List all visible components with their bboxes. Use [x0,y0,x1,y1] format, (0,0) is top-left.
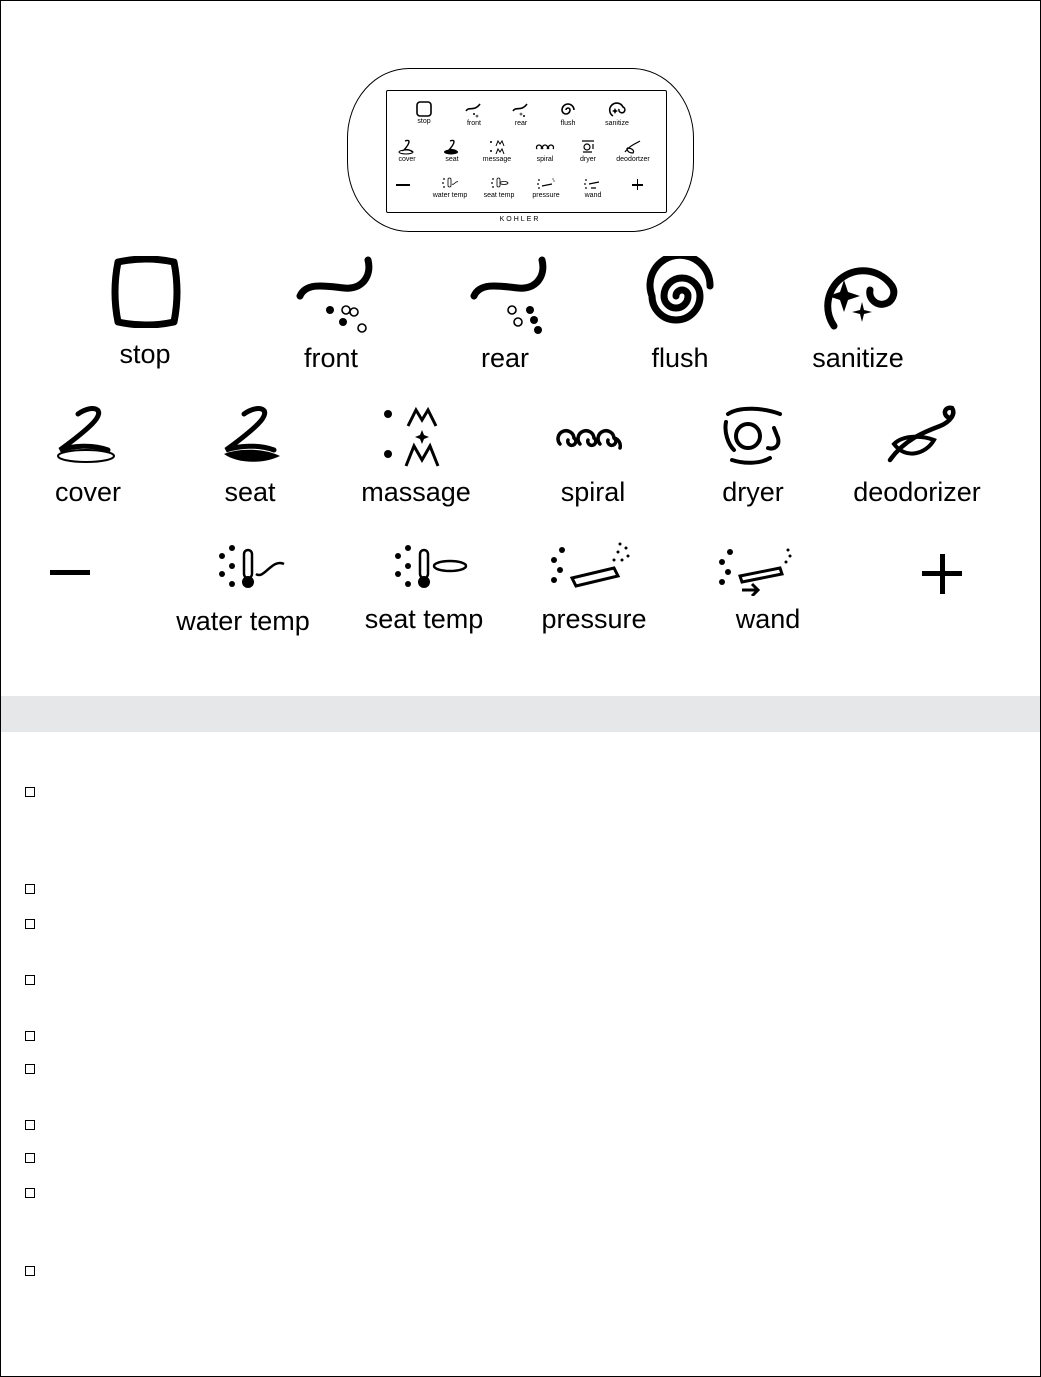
pressure-large-icon [548,540,634,592]
pressure-label: pressure [541,604,647,634]
seat-temp-label: seat temp [364,604,484,634]
remote-wand-button[interactable] [563,176,623,200]
massage-large-icon [380,404,452,468]
remote-dryer-label: dryer [580,156,596,163]
remote-water-temp-label: water temp [432,192,468,199]
remote-cover-label: cover [398,156,416,163]
remote-flush-label: flush [560,120,576,127]
dryer-label: dryer [722,477,784,507]
plus-large-icon-vertical [940,554,945,594]
remote-seat-temp-label: seat temp [483,192,515,199]
massage-icon [487,138,507,156]
remote-seat-label: seat [445,156,459,163]
checklist-checkbox[interactable] [25,1266,35,1276]
checklist-checkbox[interactable] [25,919,35,929]
remote-plus-vertical [637,179,639,190]
remote-wand-label: wand [584,192,602,199]
spiral-label: spiral [560,477,626,507]
spiral-icon [535,138,555,156]
front-label: front [303,343,359,373]
remote-minus-button[interactable] [396,184,410,186]
sanitize-large-icon [816,254,900,334]
remote-stop-label: stop [417,118,431,125]
massage-label: massage [361,477,471,507]
section-header-band [1,696,1040,732]
checklist-checkbox[interactable] [25,1031,35,1041]
water-temp-icon [440,176,460,192]
remote-sanitize-label: sanitize [605,120,629,127]
deodorizer-large-icon [884,404,960,468]
seat-large-icon [218,404,290,466]
wand-icon [583,176,603,192]
deodorizer-label: deodorizer [853,477,981,507]
front-icon [464,102,484,120]
stop-large-icon [106,256,186,328]
flush-icon [558,100,578,120]
seat-temp-icon [489,176,509,192]
remote-pressure-label: pressure [532,192,560,199]
cover-large-icon [52,404,124,466]
checklist-checkbox[interactable] [25,1064,35,1074]
remote-front-label: front [466,120,481,127]
stop-label: stop [119,339,171,369]
checklist-checkbox[interactable] [25,1153,35,1163]
water-temp-label: water temp [176,606,310,636]
rear-label: rear [480,343,529,373]
cover-label: cover [54,477,122,507]
remote-massage-label: message [482,156,512,163]
brand-logo: KOHLER [499,216,541,223]
stop-icon [415,100,433,118]
sanitize-icon [607,100,627,120]
water-temp-large-icon [214,544,290,594]
minus-large-icon [50,570,90,575]
wand-large-icon [718,546,798,596]
deodorizer-icon [623,138,643,156]
dryer-icon [578,138,598,156]
remote-spiral-label: spiral [536,156,554,163]
remote-deodorizer-button[interactable] [603,138,663,164]
rear-large-icon [470,256,550,336]
remote-rear-label: rear [514,120,528,127]
pressure-icon [536,176,556,192]
sanitize-label: sanitize [812,343,904,373]
seat-icon [442,138,462,156]
cover-icon [397,138,417,156]
remote-sanitize-button[interactable] [587,100,647,128]
seat-temp-large-icon [390,544,470,594]
front-large-icon [296,256,376,336]
flush-label: flush [651,343,709,373]
remote-deodorizer-label: deodortzer [616,156,650,163]
checklist-checkbox[interactable] [25,884,35,894]
flush-large-icon [642,256,722,332]
seat-label: seat [224,477,276,507]
checklist-checkbox[interactable] [25,975,35,985]
wand-label: wand [735,604,801,634]
checklist-checkbox[interactable] [25,1120,35,1130]
dryer-large-icon [720,404,786,468]
checklist-checkbox[interactable] [25,787,35,797]
spiral-large-icon [556,420,626,452]
checklist-checkbox[interactable] [25,1188,35,1198]
rear-icon [511,102,531,120]
